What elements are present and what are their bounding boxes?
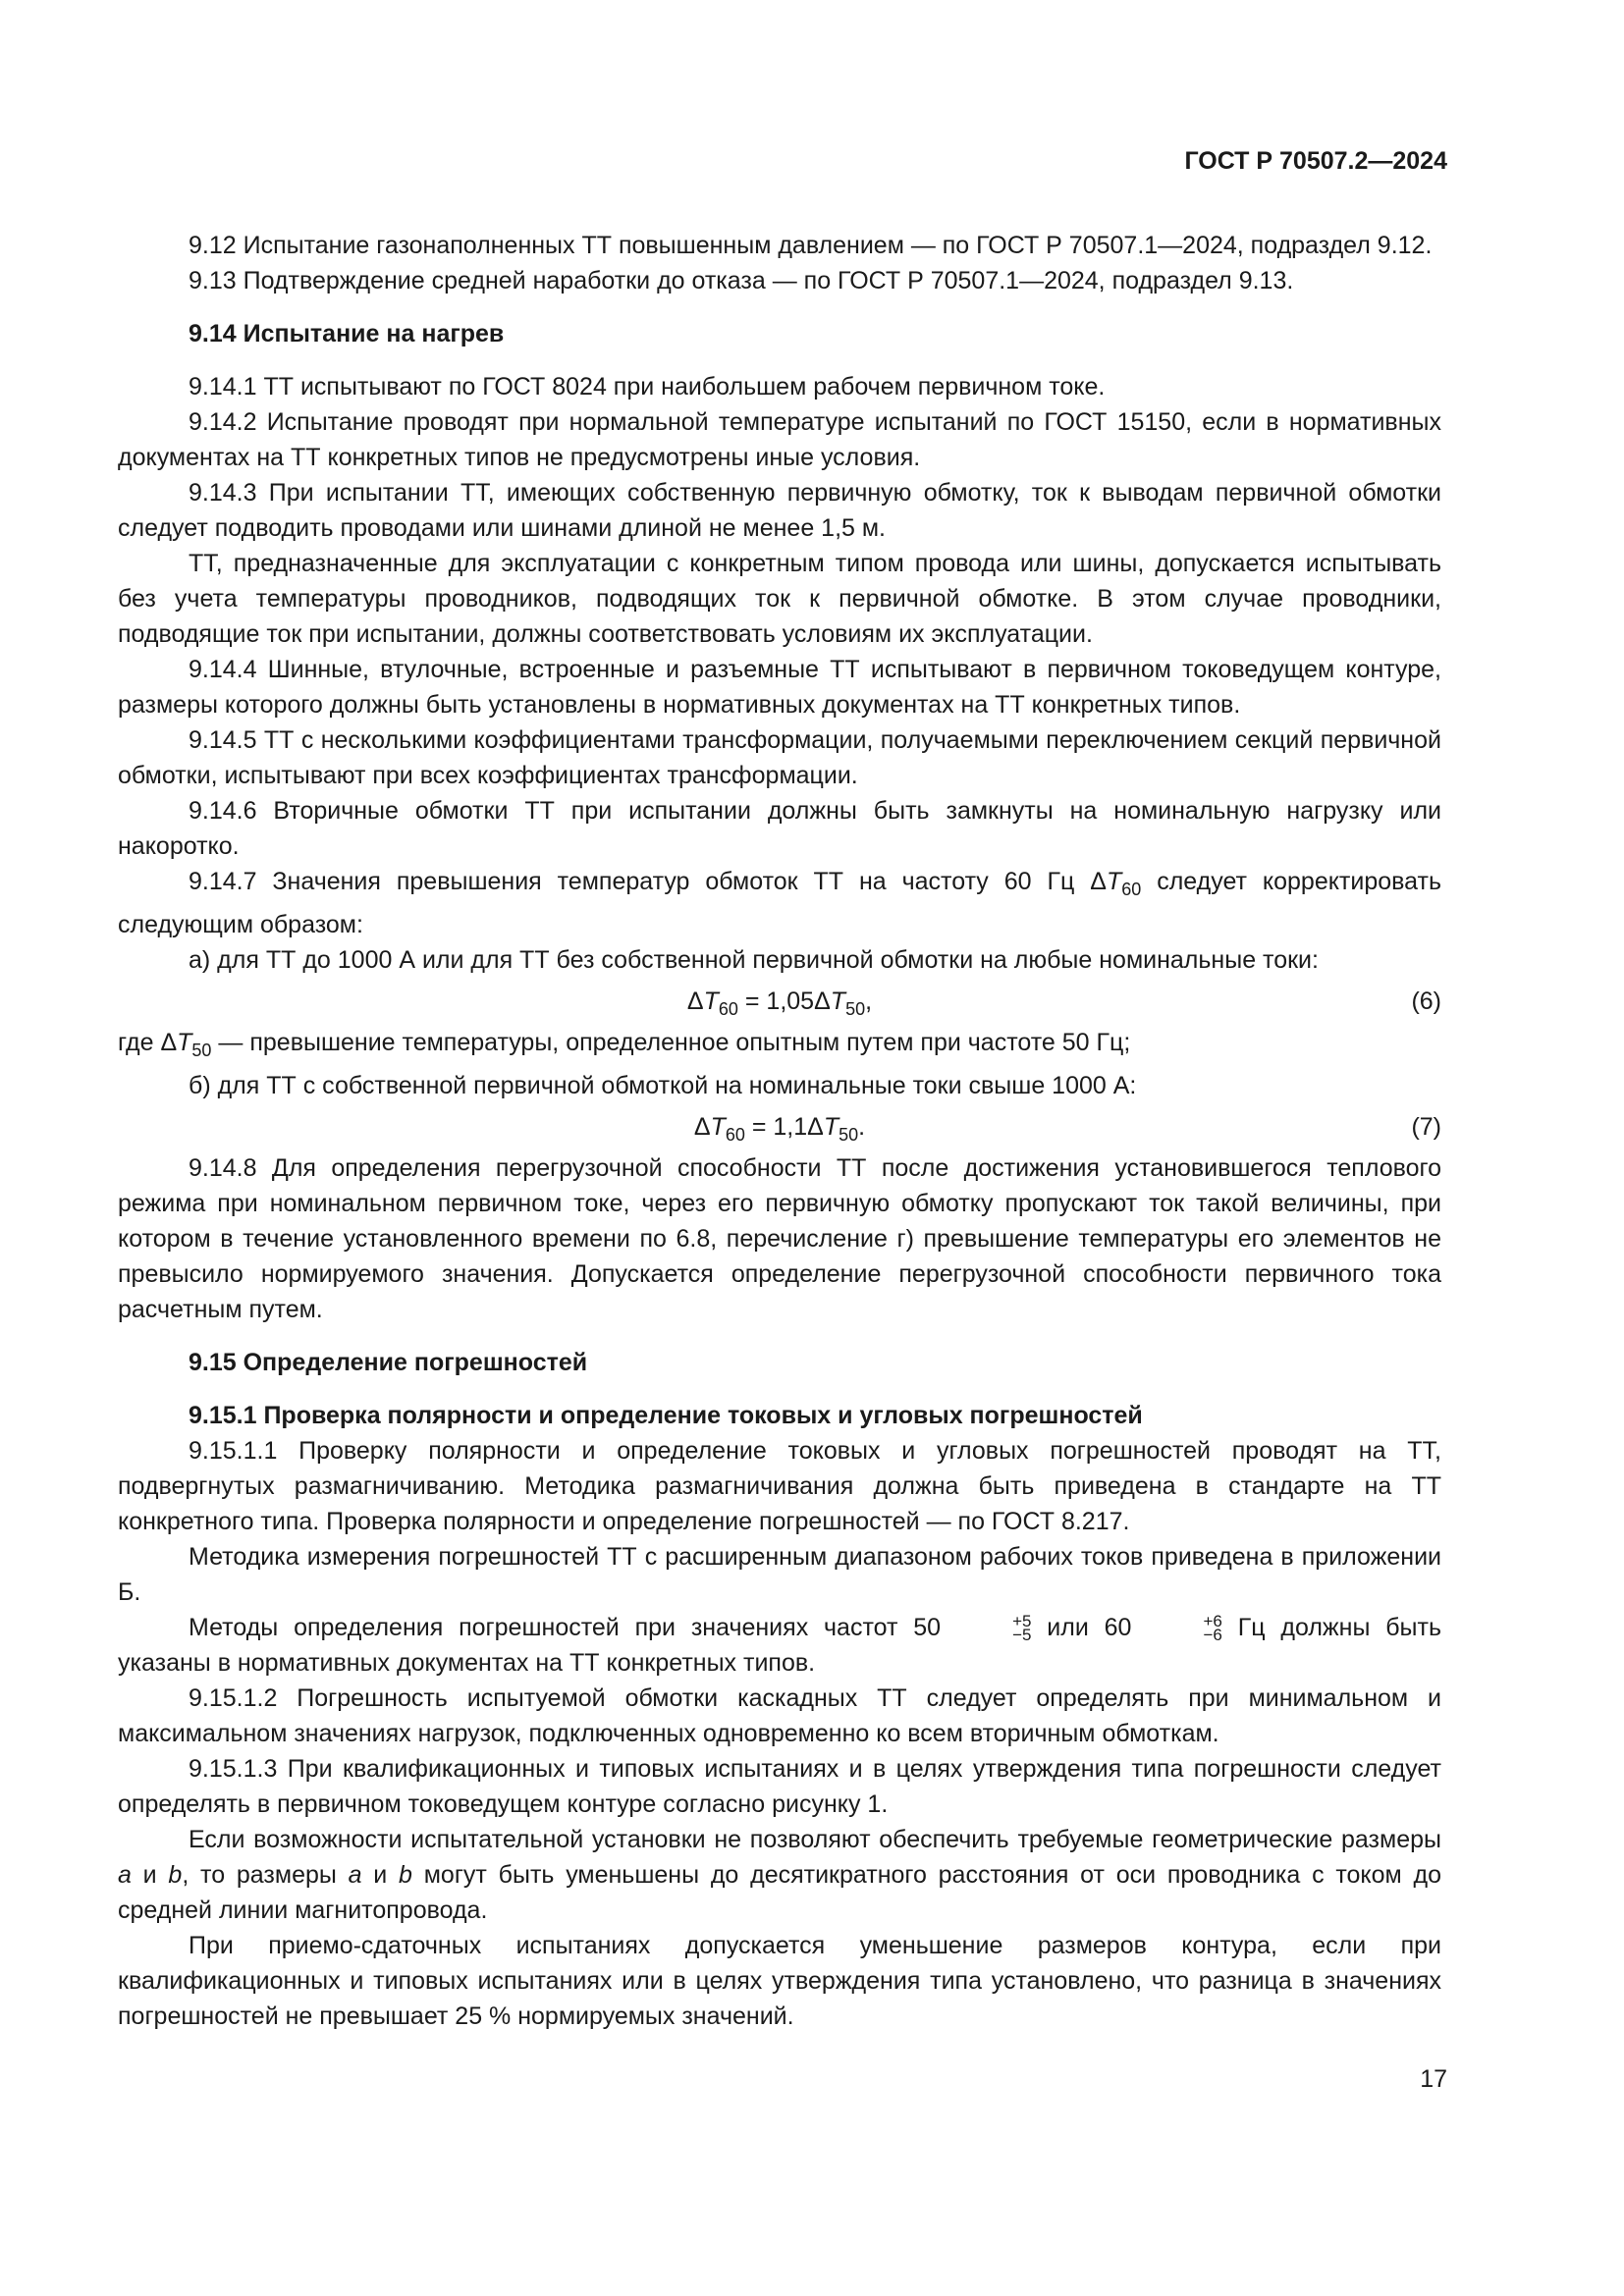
- tolerance-50: +5 −5: [1012, 1612, 1032, 1645]
- paragraph-9-12: 9.12 Испытание газонаполненных ТТ повышенным давлением — по ГОСТ Р 70507.1—2024, подраздел 9.12.: [189, 232, 1433, 259]
- paragraph-9-14-1: 9.14.1 ТТ испытывают по ГОСТ 8024 при наибольшем рабочем первичном токе.: [189, 373, 1106, 400]
- formula-7: [118, 1107, 1441, 1147]
- where-clause: где $\Delta T_{50}$ — превышение температуры, определенное опытным путем при частоте 50 Гц;: [118, 1029, 1131, 1060]
- list-item-b: б) для ТТ с собственной первичной обмоткой на номинальные токи свыше 1000 А:: [189, 1072, 1137, 1099]
- document-body: [118, 228, 1441, 2034]
- formula-7-number: (7): [1411, 1113, 1441, 1141]
- standard-header: ГОСТ Р 70507.2—2024: [1184, 147, 1447, 175]
- paragraph-9-15-1-3-cont: Если возможности испытательной установки не позволяют обеспечить требуемые геометрические размеры a и b, то размеры a и b могут быть уменьшены до десятикратного расстояния от оси проводника с током до средней линии магнитопровода.: [118, 1826, 1442, 1924]
- paragraph-9-15-1-3: 9.15.1.3 При квалификационных и типовых испытаниях и в целях утверждения типа погрешности следует определять в первичном токоведущем контуре согласно рисунку 1.: [118, 1755, 1441, 1818]
- tolerance-60: +6 −6: [1203, 1612, 1222, 1645]
- paragraph-9-14-3: 9.14.3 При испытании ТТ, имеющих собственную первичную обмотку, ток к выводам первичной обмотки следует подводить проводами или шинами длиной не менее 1,5 м.: [118, 479, 1441, 542]
- paragraph-frequencies: Методы определения погрешностей при значениях частот 50 +5 −5 или 60 +6 −6 Гц должны быть указаны в нормативных документах на ТТ конкретных типов.: [118, 1612, 1442, 1677]
- formula-6-expression: $\Delta T_{60} = 1,05\Delta T_{50}$,: [686, 988, 873, 1019]
- heading-9-15-1: 9.15.1 Проверка полярности и определение токовых и угловых погрешностей: [189, 1402, 1143, 1429]
- paragraph-9-14-7: 9.14.7 Значения превышения температур обмоток ТТ на частоту 60 Гц $\Delta T_{60}$ следует корректировать следующим образом:: [118, 868, 1441, 938]
- paragraph-9-15-1-1-cont: Методика измерения погрешностей ТТ с расширенным диапазоном рабочих токов приведена в приложении Б.: [118, 1543, 1441, 1606]
- paragraph-9-14-8: 9.14.8 Для определения перегрузочной способности ТТ после достижения установившегося теплового режима при номинальном первичном токе, через его первичную обмотку пропускают ток такой величины, при котором в течение установленного времени по 6.8, перечисление г) превышение температуры его элементов не превысило нормируемого значения. Допускается определение перегрузочной способности первичного тока расчетным путем.: [118, 1154, 1441, 1323]
- paragraph-9-13: 9.13 Подтверждение средней наработки до отказа — по ГОСТ Р 70507.1—2024, подраздел 9.13.: [189, 267, 1294, 294]
- paragraph-9-15-1-2: 9.15.1.2 Погрешность испытуемой обмотки каскадных ТТ следует определять при минимальном и максимальном значениях нагрузок, подключенных одновременно ко всем вторичным обмоткам.: [118, 1684, 1441, 1747]
- paragraph-9-14-5: 9.14.5 ТТ с несколькими коэффициентами трансформации, получаемыми переключением секций первичной обмотки, испытывают при всех коэффициентах трансформации.: [118, 726, 1441, 789]
- paragraph-9-14-6: 9.14.6 Вторичные обмотки ТТ при испытании должны быть замкнуты на номинальную нагрузку или накоротко.: [118, 797, 1441, 860]
- paragraph-acceptance-tests: При приемо-сдаточных испытаниях допускается уменьшение размеров контура, если при квалификационных и типовых испытаниях или в целях утверждения типа установлено, что разница в значениях погрешностей не превышает 25 % нормируемых значений.: [118, 1932, 1441, 2030]
- formula-6-number: (6): [1411, 988, 1441, 1015]
- paragraph-9-14-4: 9.14.4 Шинные, втулочные, встроенные и разъемные ТТ испытывают в первичном токоведущем контуре, размеры которого должны быть установлены в нормативных документах на ТТ конкретных типов.: [118, 656, 1441, 719]
- heading-9-15: 9.15 Определение погрешностей: [189, 1349, 588, 1376]
- formula-7-expression: $\Delta T_{60} = 1,1\Delta T_{50}$.: [693, 1113, 866, 1145]
- heading-9-14: 9.14 Испытание на нагрев: [189, 320, 505, 347]
- list-item-a: а) для ТТ до 1000 А или для ТТ без собственной первичной обмотки на любые номинальные токи:: [189, 946, 1319, 974]
- paragraph-9-15-1-1: 9.15.1.1 Проверку полярности и определение токовых и угловых погрешностей проводят на ТТ, подвергнутых размагничиванию. Методика размагничивания должна быть приведена в стандарте на ТТ конкретного типа. Проверка полярности и определение погрешностей — по ГОСТ 8.217.: [118, 1437, 1441, 1535]
- page-number: 17: [1420, 2065, 1447, 2093]
- formula-6: [118, 982, 1441, 1021]
- paragraph-9-14-3-cont: ТТ, предназначенные для эксплуатации с конкретным типом провода или шины, допускается испытывать без учета температуры проводников, подводящих ток к первичной обмотке. В этом случае проводники, подводящие ток при испытании, должны соответствовать условиям их эксплуатации.: [118, 550, 1441, 648]
- paragraph-9-14-2: 9.14.2 Испытание проводят при нормальной температуре испытаний по ГОСТ 15150, если в нормативных документах на ТТ конкретных типов не предусмотрены иные условия.: [118, 408, 1441, 471]
